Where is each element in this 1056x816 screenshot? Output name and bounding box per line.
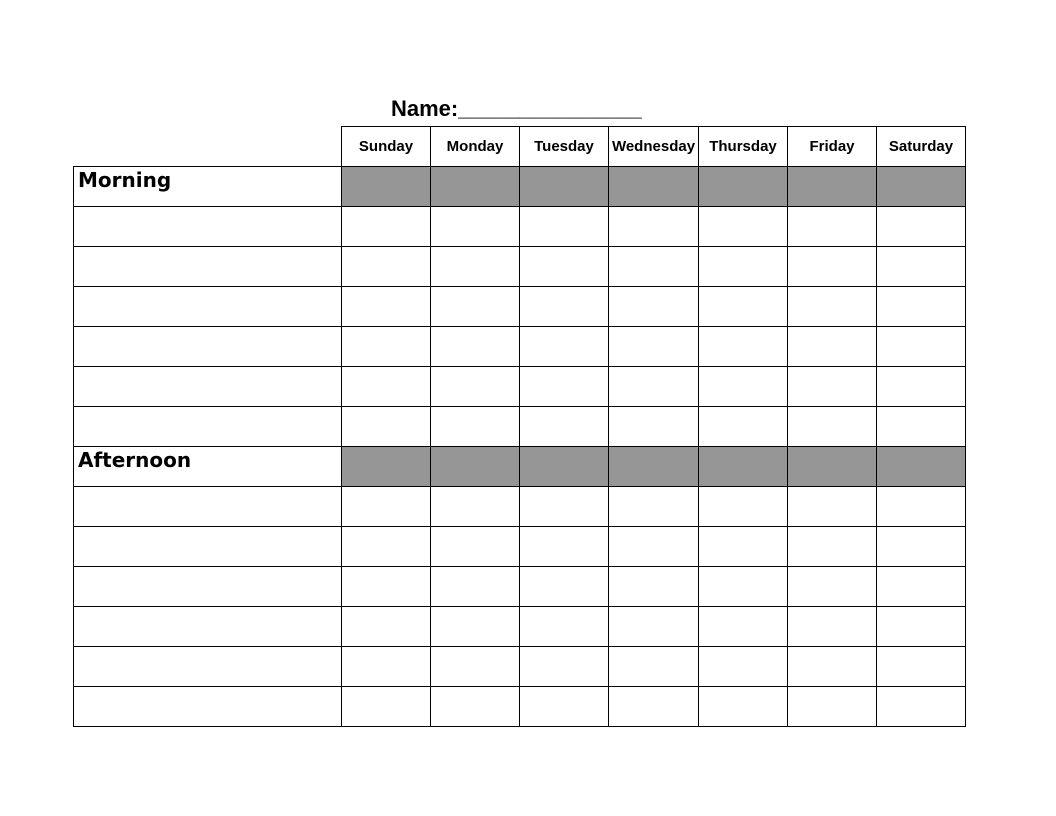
day-cell-saturday[interactable] — [877, 327, 966, 367]
day-header-row — [74, 127, 966, 167]
table-row — [74, 527, 966, 567]
day-cell-thursday[interactable] — [699, 327, 788, 367]
day-cell-friday[interactable] — [788, 367, 877, 407]
section-shade-cell-sunday — [342, 167, 431, 207]
day-cell-friday[interactable] — [788, 567, 877, 607]
day-cell-tuesday[interactable] — [520, 247, 609, 287]
day-cell-saturday[interactable] — [877, 487, 966, 527]
day-cell-saturday[interactable] — [877, 287, 966, 327]
day-cell-monday[interactable] — [431, 607, 520, 647]
day-cell-monday[interactable] — [431, 647, 520, 687]
day-cell-saturday[interactable] — [877, 247, 966, 287]
day-cell-wednesday[interactable] — [609, 367, 699, 407]
day-header-tuesday: Tuesday — [520, 127, 609, 167]
table-row — [74, 607, 966, 647]
day-cell-monday[interactable] — [431, 687, 520, 727]
day-cell-monday[interactable] — [431, 367, 520, 407]
day-cell-sunday[interactable] — [342, 407, 431, 447]
table-row — [74, 407, 966, 447]
day-cell-saturday[interactable] — [877, 647, 966, 687]
day-cell-tuesday[interactable] — [520, 327, 609, 367]
table-row — [74, 567, 966, 607]
day-cell-wednesday[interactable] — [609, 527, 699, 567]
day-cell-monday[interactable] — [431, 287, 520, 327]
day-cell-monday[interactable] — [431, 247, 520, 287]
day-cell-thursday[interactable] — [699, 687, 788, 727]
day-cell-tuesday[interactable] — [520, 207, 609, 247]
table-row — [74, 287, 966, 327]
name-field-label: Name:_______________ — [391, 96, 642, 121]
section-shade-cell-saturday — [877, 167, 966, 207]
section-shade-cell-sunday — [342, 447, 431, 487]
day-cell-friday[interactable] — [788, 247, 877, 287]
task-label-cell[interactable] — [74, 367, 342, 407]
day-cell-sunday[interactable] — [342, 367, 431, 407]
table-row — [74, 207, 966, 247]
section-shade-cell-tuesday — [520, 447, 609, 487]
table-row — [74, 367, 966, 407]
day-cell-wednesday[interactable] — [609, 687, 699, 727]
day-cell-friday[interactable] — [788, 287, 877, 327]
day-cell-monday[interactable] — [431, 567, 520, 607]
day-cell-saturday[interactable] — [877, 607, 966, 647]
day-cell-sunday[interactable] — [342, 647, 431, 687]
day-cell-wednesday[interactable] — [609, 327, 699, 367]
day-cell-monday[interactable] — [431, 207, 520, 247]
day-cell-thursday[interactable] — [699, 527, 788, 567]
section-shade-cell-monday — [431, 167, 520, 207]
day-cell-tuesday[interactable] — [520, 407, 609, 447]
day-cell-saturday[interactable] — [877, 527, 966, 567]
section-shade-cell-thursday — [699, 447, 788, 487]
table-row — [74, 687, 966, 727]
day-cell-monday[interactable] — [431, 487, 520, 527]
day-cell-tuesday[interactable] — [520, 607, 609, 647]
day-cell-wednesday[interactable] — [609, 487, 699, 527]
section-header-row-morning — [74, 167, 966, 207]
day-cell-thursday[interactable] — [699, 367, 788, 407]
day-cell-thursday[interactable] — [699, 607, 788, 647]
day-cell-sunday[interactable] — [342, 207, 431, 247]
section-label-afternoon: Afternoon — [74, 447, 342, 487]
schedule-body — [74, 167, 966, 727]
day-cell-thursday[interactable] — [699, 567, 788, 607]
day-cell-monday[interactable] — [431, 407, 520, 447]
task-label-cell[interactable] — [74, 487, 342, 527]
day-cell-saturday[interactable] — [877, 687, 966, 727]
section-shade-cell-thursday — [699, 167, 788, 207]
day-cell-saturday[interactable] — [877, 207, 966, 247]
day-cell-friday[interactable] — [788, 687, 877, 727]
day-header-monday: Monday — [431, 127, 520, 167]
day-cell-wednesday[interactable] — [609, 207, 699, 247]
table-row — [74, 487, 966, 527]
day-cell-sunday[interactable] — [342, 327, 431, 367]
day-cell-tuesday[interactable] — [520, 367, 609, 407]
day-cell-friday[interactable] — [788, 647, 877, 687]
task-label-cell[interactable] — [74, 287, 342, 327]
day-cell-thursday[interactable] — [699, 287, 788, 327]
section-shade-cell-friday — [788, 167, 877, 207]
task-label-cell[interactable] — [74, 567, 342, 607]
day-cell-saturday[interactable] — [877, 407, 966, 447]
task-label-cell[interactable] — [74, 327, 342, 367]
day-cell-tuesday[interactable] — [520, 647, 609, 687]
day-cell-wednesday[interactable] — [609, 407, 699, 447]
day-cell-tuesday[interactable] — [520, 687, 609, 727]
day-cell-sunday[interactable] — [342, 567, 431, 607]
day-cell-thursday[interactable] — [699, 407, 788, 447]
day-cell-sunday[interactable] — [342, 487, 431, 527]
task-label-cell[interactable] — [74, 607, 342, 647]
day-cell-friday[interactable] — [788, 487, 877, 527]
day-header-sunday: Sunday — [342, 127, 431, 167]
day-cell-thursday[interactable] — [699, 487, 788, 527]
day-cell-sunday[interactable] — [342, 527, 431, 567]
task-label-cell[interactable] — [74, 247, 342, 287]
day-cell-friday[interactable] — [788, 527, 877, 567]
day-cell-friday[interactable] — [788, 207, 877, 247]
day-cell-friday[interactable] — [788, 327, 877, 367]
day-cell-monday[interactable] — [431, 327, 520, 367]
day-header-friday: Friday — [788, 127, 877, 167]
day-cell-monday[interactable] — [431, 527, 520, 567]
section-shade-cell-wednesday — [609, 167, 699, 207]
day-header-wednesday: Wednesday — [609, 127, 699, 167]
day-cell-wednesday[interactable] — [609, 607, 699, 647]
day-cell-friday[interactable] — [788, 607, 877, 647]
day-cell-tuesday[interactable] — [520, 567, 609, 607]
day-cell-friday[interactable] — [788, 407, 877, 447]
table-row — [74, 327, 966, 367]
section-label-morning: Morning — [74, 167, 342, 207]
day-cell-tuesday[interactable] — [520, 287, 609, 327]
section-shade-cell-friday — [788, 447, 877, 487]
day-cell-tuesday[interactable] — [520, 487, 609, 527]
day-cell-sunday[interactable] — [342, 687, 431, 727]
day-header-thursday: Thursday — [699, 127, 788, 167]
table-row — [74, 647, 966, 687]
task-label-cell[interactable] — [74, 527, 342, 567]
day-cell-sunday[interactable] — [342, 287, 431, 327]
day-cell-tuesday[interactable] — [520, 527, 609, 567]
day-cell-wednesday[interactable] — [609, 287, 699, 327]
day-cell-thursday[interactable] — [699, 207, 788, 247]
day-cell-wednesday[interactable] — [609, 247, 699, 287]
day-cell-wednesday[interactable] — [609, 567, 699, 607]
section-shade-cell-saturday — [877, 447, 966, 487]
weekly-schedule-table — [73, 126, 966, 727]
table-row — [74, 247, 966, 287]
day-cell-saturday[interactable] — [877, 567, 966, 607]
task-label-cell[interactable] — [74, 687, 342, 727]
day-cell-thursday[interactable] — [699, 247, 788, 287]
day-cell-thursday[interactable] — [699, 647, 788, 687]
day-cell-saturday[interactable] — [877, 367, 966, 407]
section-header-row-afternoon — [74, 447, 966, 487]
task-label-cell[interactable] — [74, 407, 342, 447]
section-shade-cell-wednesday — [609, 447, 699, 487]
day-cell-sunday[interactable] — [342, 247, 431, 287]
section-shade-cell-monday — [431, 447, 520, 487]
day-header-saturday: Saturday — [877, 127, 966, 167]
section-shade-cell-tuesday — [520, 167, 609, 207]
day-cell-sunday[interactable] — [342, 607, 431, 647]
task-label-cell[interactable] — [74, 647, 342, 687]
day-cell-wednesday[interactable] — [609, 647, 699, 687]
header-corner — [74, 127, 342, 167]
task-label-cell[interactable] — [74, 207, 342, 247]
